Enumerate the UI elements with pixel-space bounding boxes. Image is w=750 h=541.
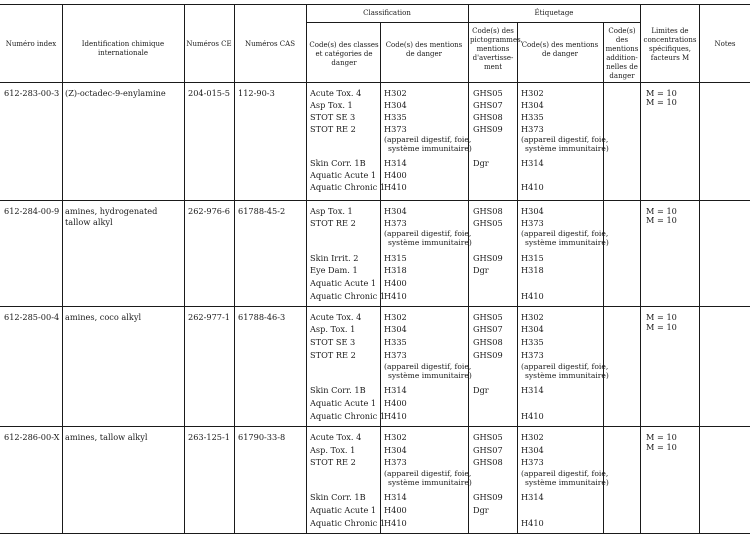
row-4-pict-5: GHS09 bbox=[473, 492, 503, 502]
row-4-pict-6: Dgr bbox=[473, 505, 489, 515]
header-class-h: Code(s) des mentions de danger bbox=[385, 41, 463, 58]
row-3-h-0: H302 bbox=[384, 312, 407, 322]
row-1-h-7: H400 bbox=[384, 170, 407, 180]
row-2-h-6: H400 bbox=[384, 278, 407, 288]
header-label-h: Code(s) des mentions de danger bbox=[521, 41, 599, 58]
row-3-class-0: Acute Tox. 4 bbox=[310, 312, 362, 322]
row-4-labh-1: H304 bbox=[521, 445, 544, 455]
row-3-h-3: H373 bbox=[384, 350, 407, 360]
row-2-labh-0: H304 bbox=[521, 206, 544, 216]
row-4-pict-0: GHS05 bbox=[473, 432, 503, 442]
rule-col-6 bbox=[468, 4, 469, 533]
row-3-h-2: H335 bbox=[384, 337, 407, 347]
row-3-labh-6: H314 bbox=[521, 385, 544, 395]
row-2-h-2: (appareil digestif, foie, bbox=[384, 229, 472, 238]
rule-top bbox=[0, 4, 750, 5]
row-4-labh-0: H302 bbox=[521, 432, 544, 442]
row-4-h-1: H304 bbox=[384, 445, 407, 455]
header-supp: Code(s) des mentions addition-nelles de danger bbox=[605, 27, 639, 80]
rule-bottom bbox=[0, 533, 750, 534]
row-1-limit-0: M = 10 bbox=[646, 88, 677, 98]
row-4-labh-5: H314 bbox=[521, 492, 544, 502]
row-3-pict-3: GHS09 bbox=[473, 350, 503, 360]
row-1-labh-8: H410 bbox=[521, 182, 544, 192]
header-cas: Numéros CAS bbox=[245, 40, 295, 48]
rule-col-4 bbox=[306, 4, 307, 533]
row-3-class-6: Skin Corr. 1B bbox=[310, 385, 366, 395]
row-3-labh-5: système immunitaire) bbox=[525, 371, 609, 380]
row-3-labh-2: H335 bbox=[521, 337, 544, 347]
row-2-ce: 262-976-6 bbox=[188, 206, 230, 216]
row-2-class-6: Aquatic Acute 1 bbox=[310, 278, 377, 288]
row-3-labh-3: H373 bbox=[521, 350, 544, 360]
row-3-class-1: Asp. Tox. 1 bbox=[310, 324, 356, 334]
row-3-h-5: système immunitaire) bbox=[388, 371, 472, 380]
row-1-chem: (Z)-octadec-9-enylamine bbox=[65, 88, 166, 98]
row-4-h-4: système immunitaire) bbox=[388, 478, 472, 487]
row-1-labh-0: H302 bbox=[521, 88, 544, 98]
row-2-index: 612-284-00-9 bbox=[4, 206, 60, 216]
row-1-pict-2: GHS08 bbox=[473, 112, 503, 122]
row-2-h-4: H315 bbox=[384, 253, 407, 263]
row-1-h-8: H410 bbox=[384, 182, 407, 192]
row-1-pict-0: GHS05 bbox=[473, 88, 503, 98]
row-2-limit-0: M = 10 bbox=[646, 206, 677, 216]
header-class-codes: Code(s) des classes et catégories de danger bbox=[309, 41, 379, 67]
row-4-pict-2: GHS08 bbox=[473, 457, 503, 467]
row-4-ce: 263-125-1 bbox=[188, 432, 230, 442]
row-4-cas: 61790-33-8 bbox=[238, 432, 286, 442]
row-1-class-8: Aquatic Chronic 1 bbox=[310, 182, 386, 192]
row-1-class-1: Asp Tox. 1 bbox=[310, 100, 353, 110]
row-1-labh-2: H335 bbox=[521, 112, 544, 122]
row-2-class-0: Asp Tox. 1 bbox=[310, 206, 353, 216]
rule-col-9 bbox=[640, 4, 641, 533]
row-3-index: 612-285-00-4 bbox=[4, 312, 60, 322]
row-1-cas: 112-90-3 bbox=[238, 88, 275, 98]
row-1-h-4: (appareil digestif, foie, bbox=[384, 135, 472, 144]
row-1-labh-6: H314 bbox=[521, 158, 544, 168]
rule-col-10 bbox=[699, 4, 700, 533]
row-4-chem: amines, tallow alkyl bbox=[65, 432, 148, 442]
row-4-h-5: H314 bbox=[384, 492, 407, 502]
row-1-h-6: H314 bbox=[384, 158, 407, 168]
header-index: Numéro index bbox=[5, 40, 57, 48]
rule-row-2 bbox=[0, 306, 750, 307]
row-2-class-1: STOT RE 2 bbox=[310, 218, 356, 228]
row-1-h-5: système immunitaire) bbox=[388, 144, 472, 153]
row-1-h-1: H304 bbox=[384, 100, 407, 110]
header-classification: Classification bbox=[363, 9, 411, 17]
row-1-class-2: STOT SE 3 bbox=[310, 112, 356, 122]
row-3-class-2: STOT SE 3 bbox=[310, 337, 356, 347]
row-1-class-0: Acute Tox. 4 bbox=[310, 88, 362, 98]
row-2-h-5: H318 bbox=[384, 265, 407, 275]
header-limits: Limites de concentrations spécifiques, facteurs M bbox=[643, 27, 697, 62]
row-3-pict-2: GHS08 bbox=[473, 337, 503, 347]
row-1-h-3: H373 bbox=[384, 124, 407, 134]
header-chem-id: Identification chimique internationale bbox=[81, 40, 165, 57]
header-notes: Notes bbox=[714, 40, 736, 48]
row-4-class-5: Skin Corr. 1B bbox=[310, 492, 366, 502]
row-3-pict-1: GHS07 bbox=[473, 324, 503, 334]
row-3-chem: amines, coco alkyl bbox=[65, 312, 142, 322]
row-1-h-0: H302 bbox=[384, 88, 407, 98]
row-4-labh-3: (appareil digestif, foie, bbox=[521, 469, 609, 478]
row-1-labh-4: (appareil digestif, foie, bbox=[521, 135, 609, 144]
row-3-pict-0: GHS05 bbox=[473, 312, 503, 322]
row-2-labh-1: H373 bbox=[521, 218, 544, 228]
rule-col-2 bbox=[184, 4, 185, 533]
row-4-index: 612-286-00-X bbox=[4, 432, 60, 442]
row-4-limit-1: M = 10 bbox=[646, 442, 677, 452]
row-4-h-7: H410 bbox=[384, 518, 407, 528]
row-3-class-3: STOT RE 2 bbox=[310, 350, 356, 360]
row-4-limit-0: M = 10 bbox=[646, 432, 677, 442]
row-4-pict-1: GHS07 bbox=[473, 445, 503, 455]
row-4-class-6: Aquatic Acute 1 bbox=[310, 505, 377, 515]
row-3-labh-8: H410 bbox=[521, 411, 544, 421]
rule-col-7 bbox=[517, 22, 518, 533]
row-1-limit-1: M = 10 bbox=[646, 97, 677, 107]
row-4-class-7: Aquatic Chronic 1 bbox=[310, 518, 386, 528]
row-2-labh-7: H410 bbox=[521, 291, 544, 301]
row-1-pict-3: GHS09 bbox=[473, 124, 503, 134]
row-2-cas: 61788-45-2 bbox=[238, 206, 286, 216]
row-3-labh-1: H304 bbox=[521, 324, 544, 334]
row-3-labh-0: H302 bbox=[521, 312, 544, 322]
row-2-pict-4: GHS09 bbox=[473, 253, 503, 263]
row-2-pict-5: Dgr bbox=[473, 265, 489, 275]
header-labelling: Étiquetage bbox=[534, 9, 574, 17]
row-2-labh-3: système immunitaire) bbox=[525, 238, 609, 247]
row-4-h-2: H373 bbox=[384, 457, 407, 467]
row-3-cas: 61788-46-3 bbox=[238, 312, 286, 322]
row-3-h-7: H400 bbox=[384, 398, 407, 408]
row-3-h-8: H410 bbox=[384, 411, 407, 421]
row-2-pict-1: GHS05 bbox=[473, 218, 503, 228]
row-1-class-6: Skin Corr. 1B bbox=[310, 158, 366, 168]
row-4-h-3: (appareil digestif, foie, bbox=[384, 469, 472, 478]
row-2-chem: amines, hydrogenated tallow alkyl bbox=[65, 206, 158, 227]
rule-row-3 bbox=[0, 426, 750, 427]
rule-col-1 bbox=[62, 4, 63, 533]
row-1-class-3: STOT RE 2 bbox=[310, 124, 356, 134]
rule-col-8 bbox=[603, 22, 604, 533]
row-2-limit-1: M = 10 bbox=[646, 215, 677, 225]
row-1-labh-5: système immunitaire) bbox=[525, 144, 609, 153]
row-1-labh-1: H304 bbox=[521, 100, 544, 110]
row-4-class-1: Asp. Tox. 1 bbox=[310, 445, 356, 455]
rule-row-1 bbox=[0, 200, 750, 201]
rule-header-bottom bbox=[0, 82, 750, 83]
row-4-labh-4: système immunitaire) bbox=[525, 478, 609, 487]
row-3-limit-0: M = 10 bbox=[646, 312, 677, 322]
row-2-labh-4: H315 bbox=[521, 253, 544, 263]
row-4-class-0: Acute Tox. 4 bbox=[310, 432, 362, 442]
row-1-pict-1: GHS07 bbox=[473, 100, 503, 110]
row-1-index: 612-283-00-3 bbox=[4, 88, 60, 98]
header-pictograms: Code(s) des pictogrammes, mentions d'avertisse-ment bbox=[470, 27, 523, 71]
rule-col-5 bbox=[380, 22, 381, 533]
row-2-h-1: H373 bbox=[384, 218, 407, 228]
row-2-labh-5: H318 bbox=[521, 265, 544, 275]
row-4-labh-7: H410 bbox=[521, 518, 544, 528]
row-3-h-1: H304 bbox=[384, 324, 407, 334]
row-4-h-6: H400 bbox=[384, 505, 407, 515]
row-2-h-0: H304 bbox=[384, 206, 407, 216]
row-1-class-7: Aquatic Acute 1 bbox=[310, 170, 377, 180]
row-4-class-2: STOT RE 2 bbox=[310, 457, 356, 467]
row-1-pict-6: Dgr bbox=[473, 158, 489, 168]
row-2-class-4: Skin Irrit. 2 bbox=[310, 253, 359, 263]
row-3-h-4: (appareil digestif, foie, bbox=[384, 362, 472, 371]
row-2-labh-2: (appareil digestif, foie, bbox=[521, 229, 609, 238]
rule-group-header bbox=[306, 22, 640, 23]
row-2-class-5: Eye Dam. 1 bbox=[310, 265, 358, 275]
row-4-h-0: H302 bbox=[384, 432, 407, 442]
row-3-labh-4: (appareil digestif, foie, bbox=[521, 362, 609, 371]
row-1-labh-3: H373 bbox=[521, 124, 544, 134]
row-4-labh-2: H373 bbox=[521, 457, 544, 467]
row-1-ce: 204-015-5 bbox=[188, 88, 230, 98]
row-3-h-6: H314 bbox=[384, 385, 407, 395]
rule-col-3 bbox=[234, 4, 235, 533]
row-3-class-7: Aquatic Acute 1 bbox=[310, 398, 377, 408]
row-2-h-7: H410 bbox=[384, 291, 407, 301]
row-3-pict-6: Dgr bbox=[473, 385, 489, 395]
header-ce: Numéros CE bbox=[186, 40, 232, 48]
row-3-limit-1: M = 10 bbox=[646, 322, 677, 332]
row-2-h-3: système immunitaire) bbox=[388, 238, 472, 247]
row-3-ce: 262-977-1 bbox=[188, 312, 230, 322]
row-2-class-7: Aquatic Chronic 1 bbox=[310, 291, 386, 301]
row-1-h-2: H335 bbox=[384, 112, 407, 122]
row-3-class-8: Aquatic Chronic 1 bbox=[310, 411, 386, 421]
row-2-pict-0: GHS08 bbox=[473, 206, 503, 216]
